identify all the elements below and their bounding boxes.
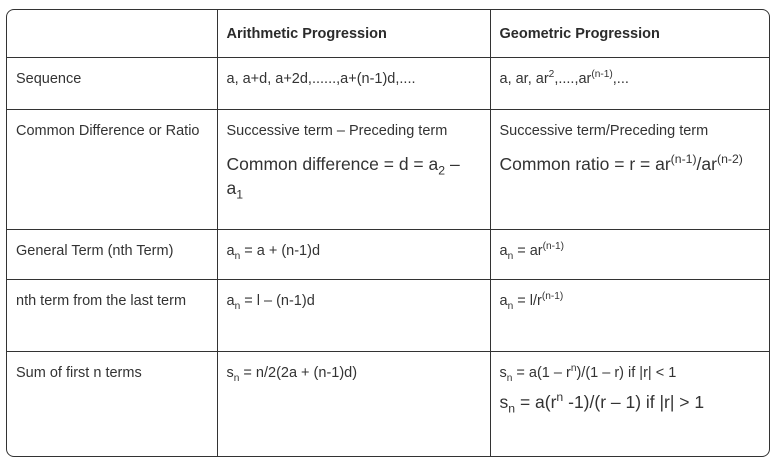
formula-part: = l/r [513,292,542,309]
formula-sup: n [556,389,564,404]
gp-sequence [490,57,769,109]
gp-common-text: Successive term/Preceding term [499,122,709,139]
formula-sup: (n-2) [716,151,743,166]
row-last [7,279,769,351]
ap-general [217,229,490,279]
formula-sub: n [234,300,241,312]
row-label: Sum of first n terms [7,351,217,456]
formula-part: /ar [696,153,717,174]
formula-sub: n [508,401,516,415]
formula-sup: n [570,362,577,374]
progression-table [6,9,770,457]
formula-sup: (n-1) [541,290,564,302]
formula-part: a [499,292,508,309]
gp-seq-part: ,... [612,70,629,87]
formula-part: = l – (n-1)d [240,292,315,309]
formula-part: Common difference = d = a [226,153,439,174]
gp-seq-sup: 2 [548,68,555,80]
ap-common-formula [227,152,481,200]
formula-part: a [499,242,508,259]
gp-general [490,229,769,279]
formula-part: a [226,242,235,259]
row-label: Common Difference or Ratio [7,109,217,229]
formula-part: = n/2(2a + (n-1)d) [239,364,358,381]
formula-sub: n [507,300,514,312]
header-row [7,10,769,57]
formula-part: = ar [513,242,543,259]
formula-part: s [226,364,234,381]
gp-seq-part: ,....,ar [554,70,592,87]
ap-last [217,279,490,351]
formula-part: = a(r [515,391,557,412]
formula-sub: n [507,250,514,262]
gp-common-formula [500,152,761,176]
row-sequence [7,57,769,109]
row-label: nth term from the last term [7,279,217,351]
gp-sum [490,351,769,456]
formula-part: Common ratio = r = ar [499,153,671,174]
gp-sum-line2 [500,390,761,414]
ap-sequence-text: a, a+d, a+2d,......,a+(n-1)d,.... [226,70,416,87]
formula-sub: n [506,372,513,384]
gp-common [490,109,769,229]
formula-sub: 2 [438,163,446,177]
gp-seq-sup: (n-1) [591,68,613,80]
gp-sum-line1 [500,362,761,384]
formula-part: -1)/(r – 1) if |r| > 1 [563,391,705,412]
header-empty [7,10,217,57]
formula-part: = a + (n-1)d [240,242,321,259]
formula-part: – a [226,153,460,198]
formula-sup: (n-1) [670,151,697,166]
formula-sup: (n-1) [542,240,565,252]
row-common [7,109,769,229]
formula-sub: 1 [236,187,244,201]
gp-seq-part: a, ar, ar [499,70,549,87]
row-label: Sequence [7,57,217,109]
formula-part: = a(1 – r [512,364,571,381]
row-sum [7,351,769,456]
formula-sub: n [233,372,240,384]
ap-sum [217,351,490,456]
ap-sequence [217,57,490,109]
ap-common-text: Successive term – Preceding term [226,122,448,139]
header-geometric: Geometric Progression [490,10,769,57]
gp-last [490,279,769,351]
row-general [7,229,769,279]
formula-part: a [226,292,235,309]
header-arithmetic: Arithmetic Progression [217,10,490,57]
row-label: General Term (nth Term) [7,229,217,279]
comparison-table [7,10,769,456]
formula-part: )/(1 – r) if |r| < 1 [576,364,677,381]
ap-common [217,109,490,229]
formula-part: s [499,391,509,412]
formula-sub: n [234,250,241,262]
formula-part: s [499,364,507,381]
